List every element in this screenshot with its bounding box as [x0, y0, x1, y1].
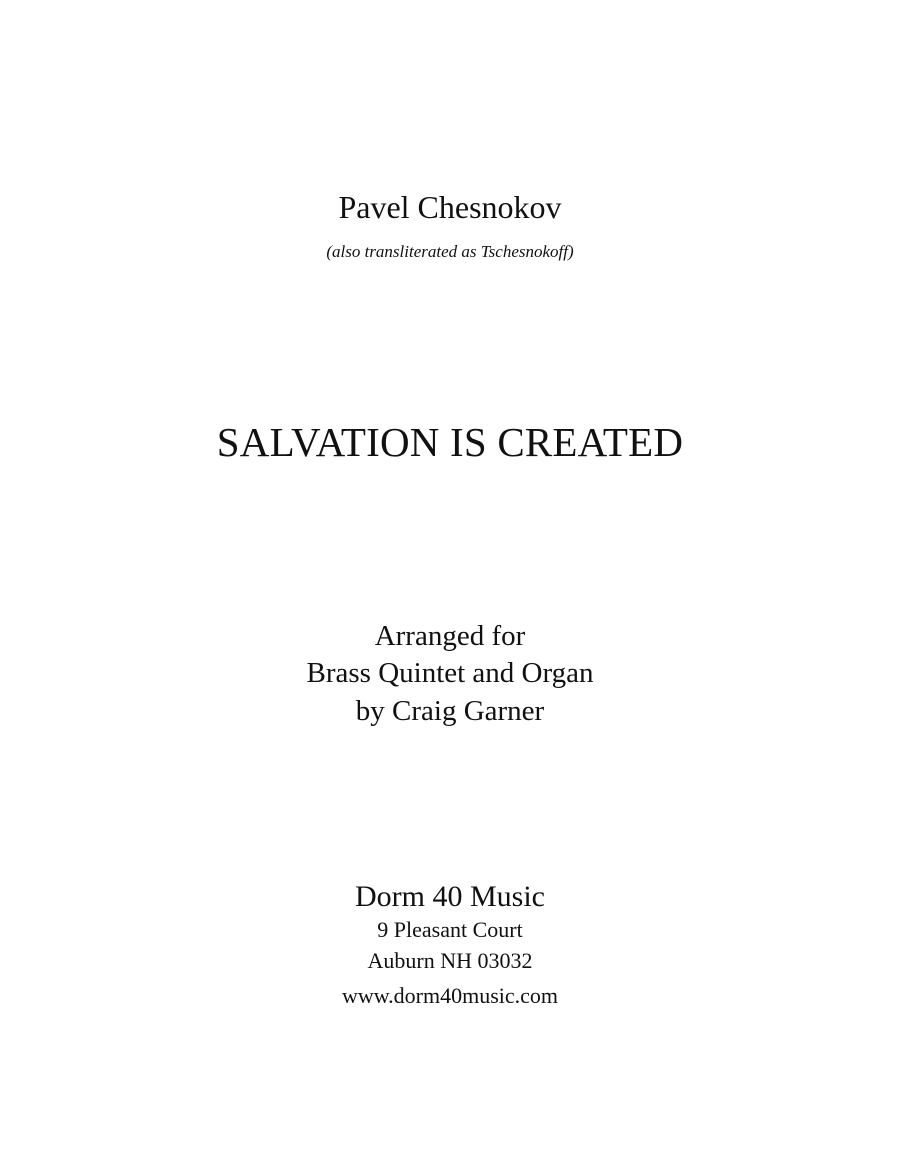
publisher-address-line-2: Auburn NH 03032 [367, 948, 533, 973]
arranger-credit: by Craig Garner [355, 695, 545, 727]
arrangement-line-2: Brass Quintet and Organ [306, 657, 594, 689]
publisher-name: Dorm 40 Music [355, 880, 545, 913]
piece-title: SALVATION IS CREATED [216, 419, 684, 465]
arrangement-line-1: Arranged for [374, 620, 526, 652]
publisher-address-line-1: 9 Pleasant Court [377, 917, 523, 942]
composer-name: Pavel Chesnokov [338, 189, 562, 225]
publisher-website: www.dorm40music.com [341, 983, 559, 1008]
transliteration-note: (also transliterated as Tschesnokoff) [326, 242, 574, 261]
